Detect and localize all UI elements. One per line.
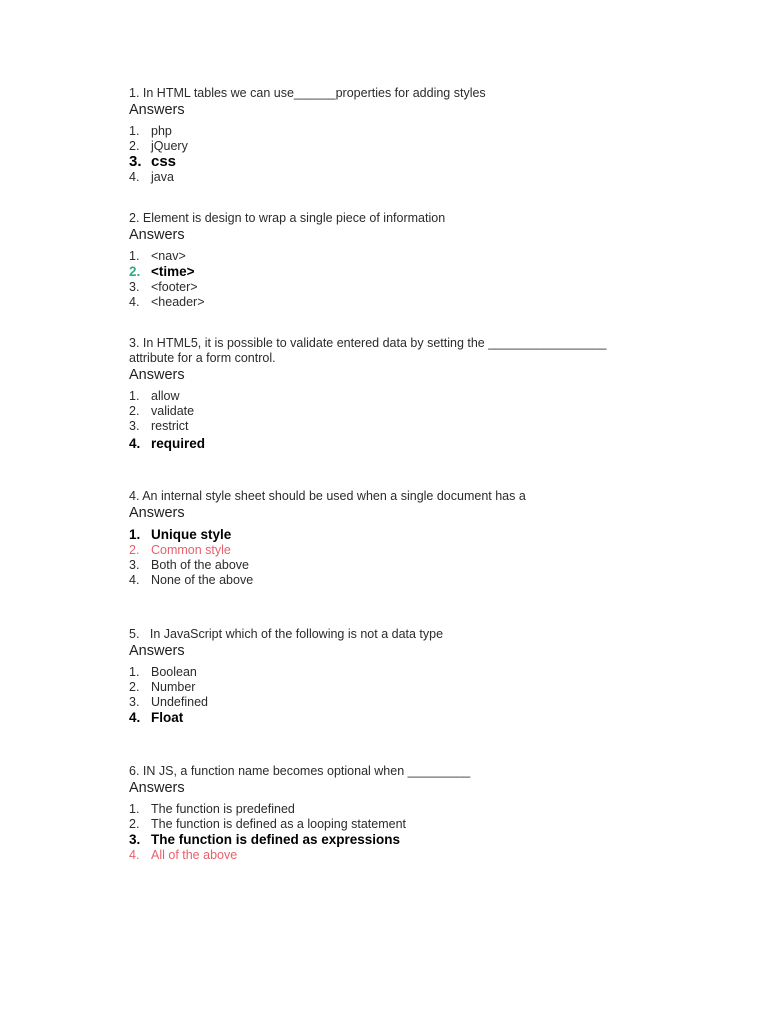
question-text: 2. Element is design to wrap a single piece of information (129, 211, 446, 225)
question-text: 4. An internal style sheet should be used when a single document has a (129, 489, 526, 503)
answer-option (129, 389, 729, 404)
question-text: 1. In HTML tables we can use______properties for adding styles (129, 86, 486, 100)
answer-option (129, 680, 729, 695)
question-1 (129, 86, 729, 185)
answers-label: Answers (129, 643, 185, 659)
answer-option (129, 124, 729, 139)
option-text: <time> (151, 264, 195, 279)
option-number: 2. (129, 680, 140, 694)
option-number: 1. (129, 124, 140, 138)
answer-option (129, 665, 729, 680)
option-number: 2. (129, 139, 140, 153)
option-text: Common style (151, 543, 231, 557)
answer-option (129, 280, 729, 295)
answer-list (129, 124, 729, 185)
option-number: 2. (129, 543, 140, 557)
question-3 (129, 336, 729, 452)
question-2 (129, 211, 729, 310)
answer-option-correct (129, 527, 729, 543)
question-4 (129, 489, 729, 588)
option-number: 1. (129, 249, 140, 263)
answer-option-wrong (129, 543, 729, 558)
option-text: Undefined (151, 695, 208, 709)
option-text: <header> (151, 295, 205, 309)
option-text: allow (151, 389, 180, 403)
option-text: validate (151, 404, 195, 418)
answer-list (129, 249, 729, 310)
option-text: Boolean (151, 665, 197, 679)
option-text: The function is defined as expressions (151, 832, 401, 847)
answers-label: Answers (129, 102, 185, 118)
answer-list (129, 389, 729, 452)
option-number: 3. (129, 280, 140, 294)
option-text: <footer> (151, 280, 198, 294)
question-6 (129, 764, 729, 863)
option-number: 4. (129, 170, 140, 184)
option-number: 3. (129, 153, 142, 170)
option-number: 4. (129, 436, 141, 451)
option-number: 3. (129, 558, 140, 572)
answer-option (129, 573, 729, 588)
option-text: java (151, 170, 174, 184)
option-text: Both of the above (151, 558, 249, 572)
option-text: The function is defined as a looping statement (151, 817, 407, 831)
option-text: None of the above (151, 573, 254, 587)
question-5 (129, 627, 729, 726)
option-number: 4. (129, 710, 141, 725)
option-text: php (151, 124, 172, 138)
option-number: 2. (129, 817, 140, 831)
option-number: 1. (129, 802, 140, 816)
question-text: 3. In HTML5, it is possible to validate entered data by setting the _________________ attribute for a form control. (129, 336, 607, 365)
answer-option-correct (129, 832, 729, 848)
option-text: Unique style (151, 527, 232, 542)
option-number: 2. (129, 404, 140, 418)
answers-label: Answers (129, 505, 185, 521)
option-number: 1. (129, 527, 141, 542)
answer-option-correct (129, 436, 729, 452)
answer-option-wrong (129, 848, 729, 863)
option-number: 3. (129, 832, 141, 847)
option-text: restrict (151, 419, 189, 433)
answer-option (129, 802, 729, 817)
option-number: 3. (129, 419, 140, 433)
option-number: 1. (129, 389, 140, 403)
answer-option (129, 170, 729, 185)
option-number: 4. (129, 573, 140, 587)
answer-option (129, 139, 729, 154)
answer-option (129, 249, 729, 264)
option-text: Number (151, 680, 196, 694)
option-text: required (151, 436, 206, 451)
answer-option (129, 404, 729, 419)
answer-option-correct (129, 154, 729, 170)
answer-option (129, 558, 729, 573)
option-text: All of the above (151, 848, 238, 862)
answer-option (129, 419, 729, 434)
answer-option-correct (129, 710, 729, 726)
option-text: The function is predefined (151, 802, 295, 816)
answer-option-correct (129, 264, 729, 280)
answer-list (129, 802, 729, 863)
option-text: Float (151, 710, 184, 725)
option-number: 1. (129, 665, 140, 679)
answer-option (129, 695, 729, 710)
option-number: 4. (129, 848, 140, 862)
option-text: jQuery (151, 139, 188, 153)
answer-list (129, 665, 729, 726)
answers-label: Answers (129, 227, 185, 243)
option-text: css (151, 153, 177, 170)
question-text: 6. IN JS, a function name becomes optional when _________ (129, 764, 471, 778)
answer-list (129, 527, 729, 588)
answers-label: Answers (129, 780, 185, 796)
answer-option (129, 295, 729, 310)
answers-label: Answers (129, 367, 185, 383)
option-number: 3. (129, 695, 140, 709)
question-text: 5. In JavaScript which of the following is not a data type (129, 627, 444, 641)
option-number: 4. (129, 295, 140, 309)
answer-option (129, 817, 729, 832)
option-number: 2. (129, 264, 141, 279)
option-text: <nav> (151, 249, 186, 263)
